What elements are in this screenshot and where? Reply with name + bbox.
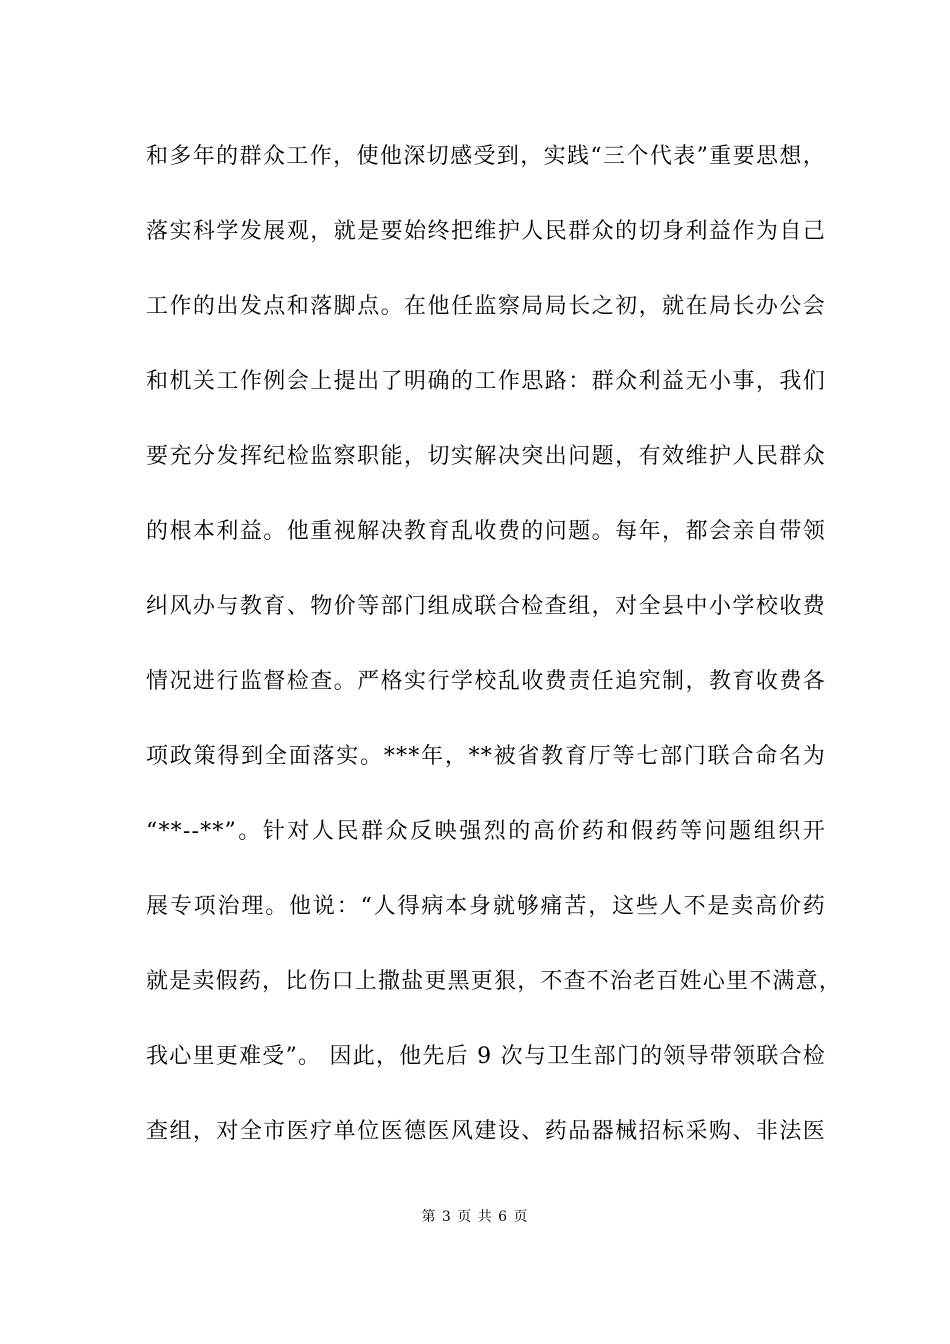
text-line: 就是卖假药，比伤口上撒盐更黑更狠，不查不治老百姓心里不满意， [146, 969, 843, 994]
page-footer [0, 1206, 950, 1226]
text-line: 纠风办与教育、物价等部门组成联合检查组，对全县中小学校收费 [146, 594, 826, 619]
text-line: 要充分发挥纪检监察职能，切实解决突出问题，有效维护人民群众 [146, 444, 826, 469]
text-line: 情况进行监督检查。严格实行学校乱收费责任追究制，教育收费各 [146, 669, 826, 694]
text-line: 工作的出发点和落脚点。在他任监察局局长之初，就在局长办公会 [146, 294, 826, 319]
text-line: 的根本利益。他重视解决教育乱收费的问题。每年，都会亲自带领 [146, 519, 826, 544]
text-line: 展专项治理。他说：“人得病本身就够痛苦，这些人不是卖高价药 [146, 894, 826, 919]
text-line: 和机关工作例会上提出了明确的工作思路：群众利益无小事，我们 [146, 369, 826, 394]
body-text [146, 134, 843, 1184]
page-number-label: 第 3 页 共 6 页 [421, 1209, 529, 1225]
text-line: “**--**”。针对人民群众反映强烈的高价药和假药等问题组织开 [146, 819, 826, 844]
text-line: 和多年的群众工作，使他深切感受到，实践“三个代表”重要思想， [146, 144, 826, 169]
text-line: 项政策得到全面落实。***年，**被省教育厅等七部门联合命名为 [146, 744, 826, 769]
text-line: 查组，对全市医疗单位医德医风建设、药品器械招标采购、非法医 [146, 1119, 826, 1144]
text-line: 落实科学发展观，就是要始终把维护人民群众的切身利益作为自己 [146, 219, 826, 244]
text-line: 我心里更难受”。 因此，他先后 9 次与卫生部门的领导带领联合检 [146, 1044, 826, 1069]
